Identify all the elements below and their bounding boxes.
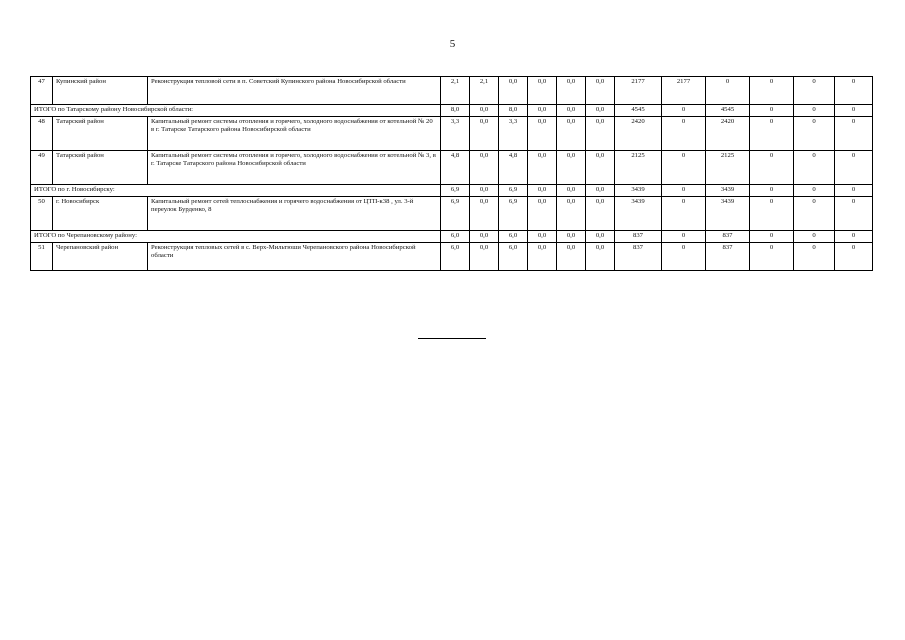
value-cell: 0	[794, 117, 835, 151]
value-cell: 0	[794, 197, 835, 231]
row-number: 47	[31, 77, 53, 105]
description-cell: Реконструкция тепловых сетей в с. Верх-Мильтюши Черепановского района Новосибирской области	[148, 243, 441, 271]
value-cell: 0	[662, 117, 706, 151]
value-cell: 6,9	[499, 185, 528, 197]
value-cell: 2420	[615, 117, 662, 151]
value-cell: 2177	[615, 77, 662, 105]
value-cell: 0	[794, 105, 835, 117]
value-cell: 4545	[706, 105, 750, 117]
value-cell: 0	[662, 197, 706, 231]
value-cell: 2,1	[470, 77, 499, 105]
value-cell: 3439	[615, 197, 662, 231]
value-cell: 0	[835, 77, 873, 105]
total-label: ИТОГО по г. Новосибирску:	[31, 185, 441, 197]
value-cell: 0	[794, 77, 835, 105]
value-cell: 6,0	[499, 231, 528, 243]
value-cell: 3439	[706, 185, 750, 197]
district-cell: Татарский район	[53, 151, 148, 185]
description-cell: Капитальный ремонт системы отопления и горячего, холодного водоснабжения от котельной № 3, в г. Татарске Татарского района Новосибирской области	[148, 151, 441, 185]
value-cell: 0	[662, 243, 706, 271]
value-cell: 0,0	[528, 117, 557, 151]
row-number: 48	[31, 117, 53, 151]
value-cell: 0,0	[557, 77, 586, 105]
value-cell: 0,0	[557, 105, 586, 117]
value-cell: 0	[662, 105, 706, 117]
value-cell: 0,0	[586, 105, 615, 117]
value-cell: 837	[706, 231, 750, 243]
value-cell: 837	[615, 231, 662, 243]
total-row	[31, 231, 873, 243]
value-cell: 2,1	[441, 77, 470, 105]
value-cell: 0	[794, 151, 835, 185]
value-cell: 0,0	[586, 197, 615, 231]
value-cell: 4,8	[499, 151, 528, 185]
total-label: ИТОГО по Татарскому району Новосибирской области:	[31, 105, 441, 117]
total-row	[31, 185, 873, 197]
value-cell: 2420	[706, 117, 750, 151]
value-cell: 0	[794, 231, 835, 243]
value-cell: 0,0	[557, 185, 586, 197]
value-cell: 0,0	[470, 243, 499, 271]
value-cell: 2177	[662, 77, 706, 105]
value-cell: 0	[835, 231, 873, 243]
value-cell: 0,0	[528, 77, 557, 105]
row-number: 51	[31, 243, 53, 271]
value-cell: 0,0	[470, 117, 499, 151]
value-cell: 0,0	[557, 231, 586, 243]
value-cell: 0	[750, 77, 794, 105]
value-cell: 0,0	[528, 151, 557, 185]
value-cell: 0	[835, 151, 873, 185]
value-cell: 3,3	[441, 117, 470, 151]
value-cell: 8,0	[499, 105, 528, 117]
value-cell: 0	[750, 185, 794, 197]
table-row	[31, 151, 873, 185]
value-cell: 0,0	[586, 231, 615, 243]
table-body	[31, 77, 873, 271]
value-cell: 0	[662, 185, 706, 197]
total-row	[31, 105, 873, 117]
page-number: 5	[449, 38, 456, 50]
value-cell: 0,0	[557, 117, 586, 151]
value-cell: 0,0	[528, 231, 557, 243]
value-cell: 6,9	[441, 185, 470, 197]
description-cell: Капитальный ремонт системы отопления и горячего, холодного водоснабжения от котельной № 20 в г. Татарске Татарского района Новосибирской области	[148, 117, 441, 151]
value-cell: 3439	[706, 197, 750, 231]
value-cell: 0,0	[470, 151, 499, 185]
value-cell: 0,0	[528, 105, 557, 117]
value-cell: 0	[750, 231, 794, 243]
value-cell: 0,0	[586, 77, 615, 105]
value-cell: 3,3	[499, 117, 528, 151]
value-cell: 8,0	[441, 105, 470, 117]
description-cell: Реконструкция тепловой сети в п. Советский Купинского района Новосибирской области	[148, 77, 441, 105]
value-cell: 0	[835, 105, 873, 117]
value-cell: 0,0	[528, 197, 557, 231]
value-cell: 0	[835, 185, 873, 197]
value-cell: 0	[750, 105, 794, 117]
value-cell: 0,0	[586, 185, 615, 197]
value-cell: 0	[794, 243, 835, 271]
value-cell: 6,0	[441, 243, 470, 271]
value-cell: 0,0	[470, 197, 499, 231]
value-cell: 3439	[615, 185, 662, 197]
value-cell: 2125	[615, 151, 662, 185]
value-cell: 0,0	[528, 185, 557, 197]
description-cell: Капитальный ремонт сетей теплоснабжения и горячего водоснабжения от ЦТП-к38 , ул. 3-й переулок Бурденко, 8	[148, 197, 441, 231]
table-row	[31, 243, 873, 271]
table-row	[31, 77, 873, 105]
funding-table	[30, 76, 873, 271]
value-cell: 6,9	[441, 197, 470, 231]
value-cell: 0,0	[557, 151, 586, 185]
value-cell: 0,0	[557, 243, 586, 271]
value-cell: 0,0	[528, 243, 557, 271]
district-cell: Татарский район	[53, 117, 148, 151]
value-cell: 0,0	[586, 117, 615, 151]
value-cell: 0,0	[470, 185, 499, 197]
district-cell: Купинский район	[53, 77, 148, 105]
table-row	[31, 117, 873, 151]
value-cell: 0	[750, 243, 794, 271]
row-number: 50	[31, 197, 53, 231]
value-cell: 2125	[706, 151, 750, 185]
value-cell: 6,9	[499, 197, 528, 231]
value-cell: 0,0	[586, 243, 615, 271]
value-cell: 0	[750, 151, 794, 185]
end-separator-line	[418, 338, 486, 339]
value-cell: 6,0	[499, 243, 528, 271]
value-cell: 0	[706, 77, 750, 105]
value-cell: 0	[835, 117, 873, 151]
district-cell: Черепановский район	[53, 243, 148, 271]
value-cell: 0	[750, 117, 794, 151]
value-cell: 0	[662, 231, 706, 243]
value-cell: 0,0	[470, 105, 499, 117]
value-cell: 4545	[615, 105, 662, 117]
value-cell: 0	[750, 197, 794, 231]
value-cell: 0	[835, 243, 873, 271]
value-cell: 0,0	[470, 231, 499, 243]
value-cell: 6,0	[441, 231, 470, 243]
district-cell: г. Новосибирск	[53, 197, 148, 231]
value-cell: 837	[615, 243, 662, 271]
value-cell: 0	[835, 197, 873, 231]
value-cell: 837	[706, 243, 750, 271]
value-cell: 0	[794, 185, 835, 197]
value-cell: 4,8	[441, 151, 470, 185]
value-cell: 0	[662, 151, 706, 185]
value-cell: 0,0	[586, 151, 615, 185]
table-row	[31, 197, 873, 231]
value-cell: 0,0	[499, 77, 528, 105]
value-cell: 0,0	[557, 197, 586, 231]
total-label: ИТОГО по Черепановскому району:	[31, 231, 441, 243]
row-number: 49	[31, 151, 53, 185]
